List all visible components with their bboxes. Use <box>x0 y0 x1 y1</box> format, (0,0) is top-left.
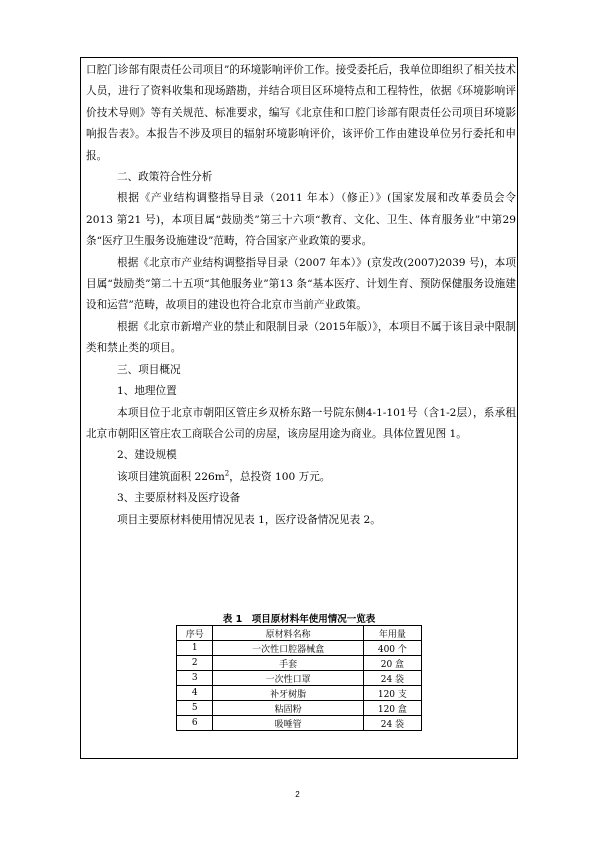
cell-index: 6 <box>177 716 213 731</box>
policy-paragraph-restriction: 根据《北京市新增产业的禁止和限制目录（2015年版）》，本项目不属于该目录中限制类和禁止类的项目。 <box>86 320 516 355</box>
cell-amount: 24 袋 <box>363 716 421 731</box>
subheading-materials: 3、主要原材料及医疗设备 <box>117 492 241 505</box>
table-caption: 表 1 项目原材料年使用情况一览表 <box>222 614 376 625</box>
cell-index: 5 <box>177 701 213 716</box>
body-text <box>86 60 516 531</box>
location-paragraph: 本项目位于北京市朝阳区管庄乡双桥东路一号院东侧4-1-101号（含1-2层），系承租北京市朝阳区管庄农工商联合公司的房屋，该房屋用途为商业。具体位置见图 1。 <box>86 406 516 440</box>
subheading-location: 1、地理位置 <box>117 385 177 398</box>
cell-index: 2 <box>177 656 213 671</box>
cell-index: 3 <box>177 671 213 686</box>
cell-material: 手套 <box>213 656 363 671</box>
table-row <box>177 701 422 716</box>
table-row <box>177 641 422 656</box>
policy-paragraph-national: 根据《产业结构调整指导目录（2011 年本）（修正）》(国家发展和改革委员会令2013 第21 号)，本项目属“鼓励类”第三十六项“教育、文化、卫生、体育服务业”中第29 条“医疗卫生服务设施建设”范畴，符合国家产业政策的要求。 <box>86 192 516 248</box>
section-heading-policy: 二、政策符合性分析 <box>117 171 213 184</box>
table-row <box>177 686 422 701</box>
table-row <box>177 656 422 671</box>
scale-suffix: ，总投资 100 万元。 <box>229 470 331 483</box>
cell-material: 补牙树脂 <box>213 686 363 701</box>
scale-prefix: 该项目建筑面积 226m <box>117 470 225 483</box>
header-cell-index: 序号 <box>177 626 213 641</box>
subheading-scale: 2、建设规模 <box>117 449 177 462</box>
cell-material: 粘固粉 <box>213 701 363 716</box>
header-cell-amount: 年用量 <box>363 626 421 641</box>
policy-paragraph-beijing: 根据《北京市产业结构调整指导目录（2007 年本）》(京发改(2007)2039 号)，本项目属“鼓励类”第二十五项“其他服务业”第13 条“基本医疗、计划生育、预防保健服务设施建设和运营”范畴，故项目的建设也符合北京市当前产业政策。 <box>86 256 516 312</box>
cell-amount: 400 个 <box>363 641 421 656</box>
intro-paragraph: 口腔门诊部有限责任公司项目”的环境影响评价工作。接受委托后，我单位即组织了相关技术人员，进行了资料收集和现场踏勘，并结合项目区环境特点和工程特性，依据《环境影响评价技术导则》等有关规范、标准要求，编写《北京佳和口腔门诊部有限责任公司项目环境影响报告表》。本报告不涉及项目的辐射环境影响评价，该评价工作由建设单位另行委托和申报。 <box>86 64 516 162</box>
cell-amount: 24 袋 <box>363 671 421 686</box>
scale-paragraph <box>86 467 516 488</box>
cell-index: 4 <box>177 686 213 701</box>
cell-amount: 120 支 <box>363 686 421 701</box>
section-heading-overview: 三、项目概况 <box>117 363 181 376</box>
cell-index: 1 <box>177 641 213 656</box>
page-number: 2 <box>295 790 300 799</box>
materials-paragraph: 项目主要原材料使用情况见表 1，医疗设备情况见表 2。 <box>117 513 381 526</box>
cell-amount: 120 盒 <box>363 701 421 716</box>
table-row <box>177 671 422 686</box>
scale-superscript: 2 <box>224 469 230 478</box>
table-row <box>177 716 422 731</box>
table-header-row <box>177 626 422 641</box>
cell-material: 一次性口罩 <box>213 671 363 686</box>
cell-material: 一次性口腔器械盒 <box>213 641 363 656</box>
cell-amount: 20 盒 <box>363 656 421 671</box>
header-cell-material: 原材料名称 <box>213 626 363 641</box>
cell-material: 吸唾管 <box>213 716 363 731</box>
materials-table <box>176 625 422 731</box>
